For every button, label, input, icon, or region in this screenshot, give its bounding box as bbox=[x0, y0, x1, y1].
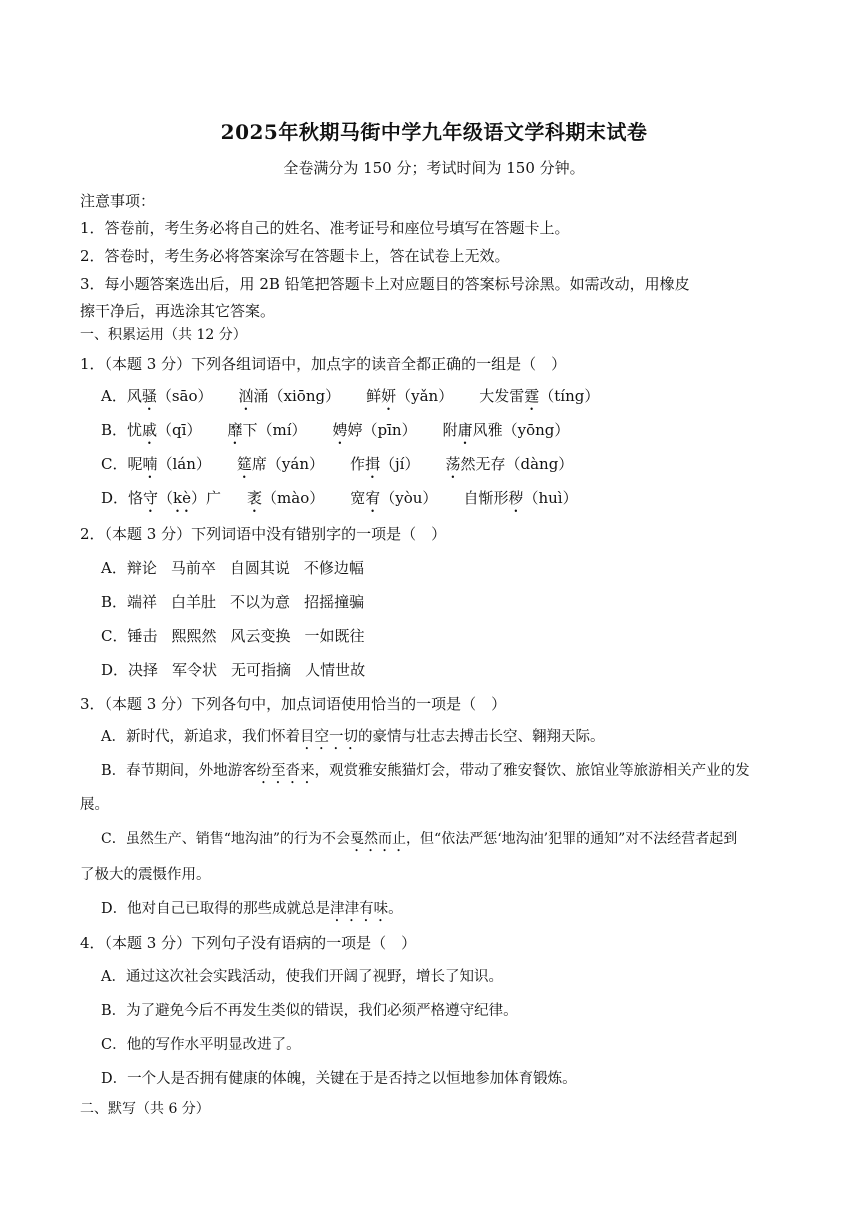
q4-stem: 4．（本题 3 分）下列句子没有语病的一项是（ ） bbox=[80, 934, 417, 952]
q2-stem: 2．（本题 3 分）下列词语中没有错别字的一项是（ ） bbox=[80, 525, 447, 543]
q4-option-b: B．为了避免今后不再发生类似的错误，我们必须严格遵守纪律。 bbox=[101, 1003, 518, 1019]
q2b-word-3: 不以为意 bbox=[230, 593, 291, 611]
q2c-word-4: 一如既往 bbox=[304, 627, 365, 645]
q2d-word-1: D．决择 bbox=[101, 661, 159, 679]
q1c-w3-post: （jí） bbox=[380, 455, 420, 473]
q1c-w1-post: （lán） bbox=[157, 455, 211, 473]
q1c-w3-dot: 揖 bbox=[365, 455, 381, 473]
notice-item-1: 1．答卷前，考生务必将自己的姓名、准考证号和座位号填写在答题卡上。 bbox=[80, 219, 570, 237]
q1-option-d bbox=[101, 488, 578, 516]
q1a-w4-dot: 霆 bbox=[524, 387, 540, 405]
q2d-word-4: 人情世故 bbox=[305, 661, 366, 679]
q1-option-c bbox=[101, 454, 573, 482]
q1d-w2-post: （mào） bbox=[262, 489, 325, 507]
q3-option-b-cont: 展。 bbox=[80, 797, 109, 813]
exam-title: 2025年秋期马街中学九年级语文学科期末试卷 bbox=[220, 120, 648, 144]
q3d-post: 。 bbox=[388, 901, 403, 917]
q3-option-c-cont: 了极大的震慑作用。 bbox=[80, 867, 211, 883]
q1a-w2-post: 涌（xiōng） bbox=[253, 387, 341, 405]
q2a-word-1: A．辩论 bbox=[101, 559, 157, 577]
q4-option-a: A．通过这次社会实践活动，使我们开阔了视野，增长了知识。 bbox=[101, 969, 503, 985]
q1c-w3-pre: 作 bbox=[350, 455, 366, 473]
q1d-w3-pre: 宽 bbox=[350, 489, 366, 507]
q2-option-b bbox=[101, 592, 364, 612]
q1-option-b bbox=[101, 420, 569, 448]
q1a-w1-dot: 骚 bbox=[141, 387, 157, 405]
q3a-dotted: 目空一切 bbox=[299, 729, 358, 745]
q1d-w2-dot: 袤 bbox=[247, 489, 263, 507]
q3b-pre: B．春节期间，外地游客 bbox=[101, 763, 257, 779]
q1b-w4-pre: 附 bbox=[442, 421, 458, 439]
q4-option-d: D．一个人是否拥有健康的体魄，关键在于是否持之以恒地参加体育锻炼。 bbox=[101, 1071, 577, 1087]
q1d-w3-dot: 宥 bbox=[365, 489, 381, 507]
q2-option-a bbox=[101, 558, 364, 578]
q1c-w4-dot: 荡 bbox=[445, 455, 461, 473]
q1d-w3-post: （yòu） bbox=[380, 489, 438, 507]
q4-option-c: C．他的写作水平明显改进了。 bbox=[101, 1037, 301, 1053]
q3c-dotted: 戛然而止 bbox=[350, 831, 407, 847]
q3a-post: 的豪情与壮志去搏击长空、翱翔天际。 bbox=[357, 729, 605, 745]
q1b-w3-post: 婷（pīn） bbox=[347, 421, 417, 439]
q1a-w1-pre: A．风 bbox=[101, 387, 142, 405]
q2a-word-4: 不修边幅 bbox=[303, 559, 364, 577]
q3a-pre: A．新时代，新追求，我们怀着 bbox=[101, 729, 300, 745]
q2d-word-2: 军令状 bbox=[172, 661, 218, 679]
q1d-w4-dot: 秽 bbox=[508, 489, 524, 507]
q1-stem: 1．（本题 3 分）下列各组词语中，加点字的读音全都正确的一组是（ ） bbox=[80, 355, 567, 373]
q2c-word-2: 熙熙然 bbox=[171, 627, 217, 645]
q3d-pre: D．他对自己已取得的那些成就总是 bbox=[101, 901, 331, 917]
q2b-word-1: B．端祥 bbox=[101, 593, 158, 611]
q1b-w1-pre: B．忧 bbox=[101, 421, 143, 439]
q3c-post: ，但“依法严惩‘地沟油’犯罪的通知”对不法经营者起到 bbox=[406, 831, 738, 847]
notice-heading: 注意事项： bbox=[80, 192, 156, 210]
q1b-w2-dot: 靡 bbox=[227, 421, 243, 439]
q2c-word-1: C．锤击 bbox=[101, 627, 158, 645]
q2c-word-3: 风云变换 bbox=[230, 627, 291, 645]
q1c-w1-pre: C．呢 bbox=[101, 455, 143, 473]
section2-heading: 二、默写（共 6 分） bbox=[80, 1101, 210, 1117]
q1c-w4-post: 然无存（dàng） bbox=[460, 455, 574, 473]
q3d-dotted: 津津有味 bbox=[330, 901, 389, 917]
notice-item-3-cont: 擦干净后，再选涂其它答案。 bbox=[80, 302, 276, 320]
q1d-w1-post: 广 bbox=[206, 489, 222, 507]
q2a-word-3: 自圆其说 bbox=[229, 559, 290, 577]
q3-stem: 3．（本题 3 分）下列各句中，加点词语使用恰当的一项是（ ） bbox=[80, 695, 507, 713]
q1b-w2-post: 下（mí） bbox=[242, 421, 307, 439]
q1a-w3-post: （yǎn） bbox=[396, 387, 454, 405]
notice-item-3: 3．每小题答案选出后，用 2B 铅笔把答题卡上对应题目的答案标号涂黑。如需改动，用橡皮 bbox=[80, 275, 690, 293]
q1b-w4-post: 风雅（yōng） bbox=[472, 421, 570, 439]
q3b-dotted: 纷至沓来 bbox=[256, 763, 315, 779]
q1d-w1-dot: 守（kè） bbox=[143, 489, 206, 507]
q1-option-a bbox=[101, 386, 599, 414]
q1d-w4-pre: 自惭形 bbox=[463, 489, 509, 507]
q2b-word-4: 招摇撞骗 bbox=[304, 593, 365, 611]
section1-heading: 一、积累运用（共 12 分） bbox=[80, 327, 247, 343]
q1a-w4-pre: 大发雷 bbox=[479, 387, 525, 405]
q1a-w3-dot: 妍 bbox=[381, 387, 397, 405]
q2-option-c bbox=[101, 626, 365, 646]
q2-option-d bbox=[101, 660, 365, 680]
q1c-w1-dot: 喃 bbox=[142, 455, 158, 473]
q1b-w3-dot: 娉 bbox=[332, 421, 348, 439]
q3-option-d bbox=[101, 899, 403, 925]
notice-item-2: 2．答卷时，考生务必将答案涂写在答题卡上，答在试卷上无效。 bbox=[80, 247, 510, 265]
q3b-post: ，观赏雅安熊猫灯会，带动了雅安餐饮、旅馆业等旅游相关产业的发 bbox=[314, 763, 750, 779]
q1a-w4-post: （tíng） bbox=[539, 387, 600, 405]
q3-option-b bbox=[101, 761, 750, 787]
exam-subtitle: 全卷满分为 150 分；考试时间为 150 分钟。 bbox=[283, 159, 585, 177]
q1c-w2-dot: 筵 bbox=[236, 455, 252, 473]
q1d-w4-post: （huì） bbox=[523, 489, 578, 507]
q1a-w2-dot: 汹 bbox=[238, 387, 254, 405]
q1b-w1-post: （qī） bbox=[157, 421, 202, 439]
q2a-word-2: 马前卒 bbox=[170, 559, 216, 577]
q2d-word-3: 无可指摘 bbox=[231, 661, 292, 679]
q1a-w1-post: （sāo） bbox=[156, 387, 213, 405]
q1c-w2-post: 席（yán） bbox=[251, 455, 324, 473]
q3c-pre: C．虽然生产、销售“地沟油”的行为不会 bbox=[101, 831, 351, 847]
q1b-w4-dot: 庸 bbox=[457, 421, 473, 439]
q3-option-a bbox=[101, 727, 604, 753]
q1b-w1-dot: 戚 bbox=[142, 421, 158, 439]
q1d-w1-pre: D．恪 bbox=[101, 489, 144, 507]
q2b-word-2: 白羊肚 bbox=[171, 593, 217, 611]
q1a-w3-pre: 鲜 bbox=[366, 387, 382, 405]
q3-option-c bbox=[101, 829, 737, 855]
